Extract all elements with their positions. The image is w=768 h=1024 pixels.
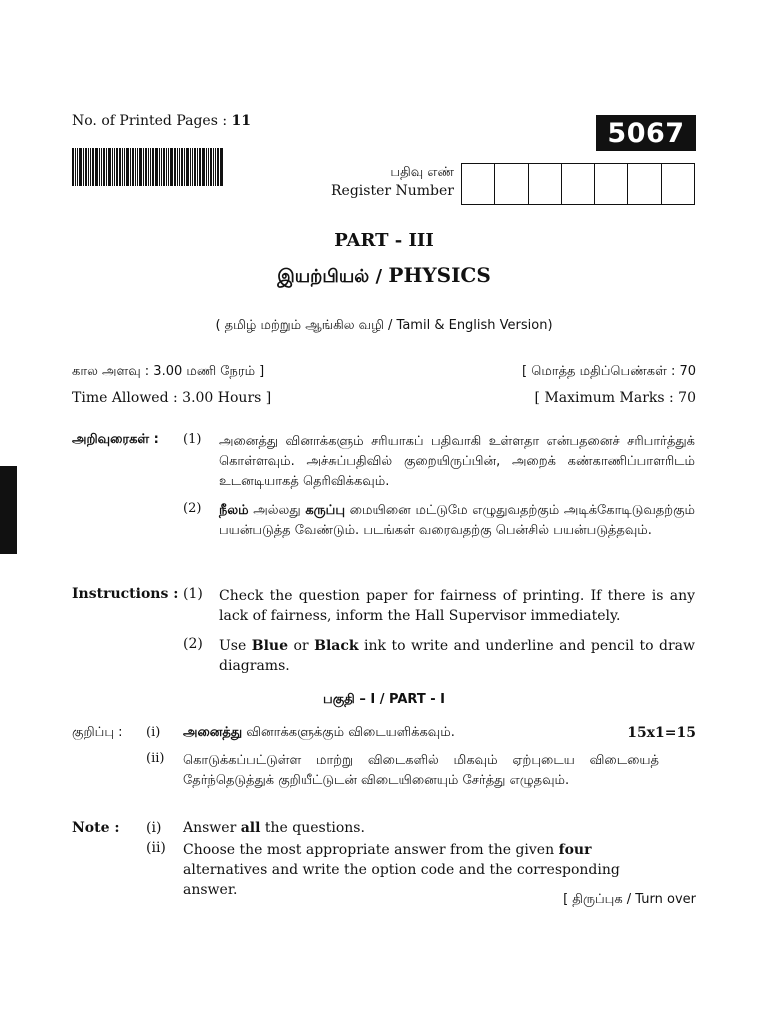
- barcode-bar: [206, 148, 207, 186]
- instructions-english-label: Instructions :: [72, 586, 179, 602]
- instruction-english-number: (1): [183, 586, 203, 602]
- barcode-bar: [220, 148, 223, 186]
- printed-pages-label: No. of Printed Pages :: [72, 113, 228, 129]
- note-label: Note :: [72, 820, 120, 836]
- instruction-tamil-number: (1): [183, 432, 202, 447]
- barcode-bar: [192, 148, 193, 186]
- barcode-bar: [170, 148, 173, 186]
- barcode-bar: [145, 148, 147, 186]
- printed-pages: [72, 113, 251, 129]
- barcode-bar: [88, 148, 89, 186]
- word-or: or: [293, 638, 309, 654]
- register-box[interactable]: [662, 164, 694, 204]
- register-box[interactable]: [529, 164, 562, 204]
- barcode-bar: [143, 148, 144, 186]
- barcode-bar: [122, 148, 123, 186]
- side-marker-bar: [0, 466, 17, 554]
- barcode-bar: [168, 148, 169, 186]
- version-note: ( தமிழ் மற்றும் ஆங்கில வழி / Tamil & English Version): [215, 318, 553, 333]
- barcode-bar: [106, 148, 107, 186]
- word-all: all: [240, 820, 261, 836]
- register-number-boxes[interactable]: [461, 163, 695, 205]
- register-label-tamil: பதிவு எண்: [390, 165, 454, 180]
- barcode-bar: [210, 148, 212, 186]
- instruction-english-2-rest: ink to write and underline and pencil to draw diagrams.: [219, 638, 695, 674]
- barcode-bar: [148, 148, 149, 186]
- barcode-bar: [139, 148, 142, 186]
- marks-tamil: [ மொத்த மதிப்பெண்கள் : 70: [522, 364, 696, 379]
- instruction-tamil-1: அனைத்து வினாக்களும் சரியாகப் பதிவாகி உள்ளதா என்பதனைச் சரிபார்த்துக் கொள்ளவும். அச்சுப்பதிவில் குறையிருப்பின், அறைக் கண்காணிப்பாளரிடம் உடனடியாகத் தெரிவிக்கவும்.: [219, 434, 695, 489]
- barcode-bar: [213, 148, 214, 186]
- barcode-bar: [77, 148, 78, 186]
- barcode-bar: [112, 148, 113, 186]
- subject-title: [0, 263, 768, 289]
- conjunction-tamil: அல்லது: [253, 503, 301, 518]
- barcode-bar: [92, 148, 94, 186]
- barcode-bar: [215, 148, 216, 186]
- barcode-bar: [83, 148, 84, 186]
- ink-blue: Blue: [251, 638, 289, 654]
- barcode-bar: [155, 148, 158, 186]
- barcode-bar: [152, 148, 154, 186]
- tamil-note-2: கொடுக்கப்பட்டுள்ள மாற்று விடைகளில் மிகவும் ஏற்புடைய விடையைத் தேர்ந்தெடுத்துக் குறியீட்டுடன் விடையினையும் சேர்த்து எழுதவும்.: [183, 753, 659, 788]
- word-use: Use: [219, 638, 247, 654]
- note-2: [183, 840, 663, 900]
- barcode-bar: [124, 148, 125, 186]
- barcode-bar: [126, 148, 129, 186]
- barcode-bar: [177, 148, 178, 186]
- barcode-bar: [202, 148, 205, 186]
- barcode-bar: [99, 148, 100, 186]
- marks-allocation: 15x1=15: [627, 725, 696, 741]
- barcode-bar: [132, 148, 134, 186]
- barcode-bar: [72, 148, 74, 186]
- barcode-bar: [159, 148, 160, 186]
- word-four: four: [558, 842, 592, 858]
- barcode: [72, 148, 266, 186]
- tamil-note-1: [183, 725, 455, 741]
- barcode-bar: [179, 148, 180, 186]
- instruction-tamil-2: [219, 501, 695, 541]
- register-box[interactable]: [595, 164, 628, 204]
- turn-over: [ திருப்புக / Turn over: [563, 892, 696, 907]
- time-english: Time Allowed : 3.00 Hours ]: [72, 390, 272, 406]
- barcode-bar: [85, 148, 87, 186]
- subject-tamil: இயற்பியல் /: [277, 266, 383, 287]
- ink-black: Black: [314, 638, 359, 654]
- barcode-bar: [130, 148, 131, 186]
- marks-english: [ Maximum Marks : 70: [534, 390, 696, 406]
- note-1-post: the questions.: [264, 820, 365, 836]
- barcode-bar: [150, 148, 151, 186]
- barcode-bar: [199, 148, 201, 186]
- barcode-bar: [174, 148, 176, 186]
- barcode-bar: [108, 148, 111, 186]
- tamil-note-number: (ii): [146, 751, 165, 766]
- barcode-bar: [103, 148, 105, 186]
- barcode-bar: [194, 148, 196, 186]
- part-one-heading: பகுதி – I / PART - I: [323, 692, 445, 707]
- instruction-english-2: [219, 636, 695, 676]
- note-2-pre: Choose the most appropriate answer from the given: [183, 842, 555, 858]
- barcode-bar: [135, 148, 136, 186]
- register-box[interactable]: [562, 164, 595, 204]
- instruction-tamil-number: (2): [183, 501, 202, 516]
- barcode-bar: [161, 148, 162, 186]
- register-box[interactable]: [628, 164, 661, 204]
- part-title: PART - III: [334, 230, 434, 251]
- register-box[interactable]: [495, 164, 528, 204]
- ink-blue-tamil: நீலம்: [219, 503, 249, 518]
- barcode-bar: [208, 148, 209, 186]
- barcode-bar: [163, 148, 165, 186]
- barcode-bar: [184, 148, 185, 186]
- note-number: (i): [146, 820, 162, 836]
- barcode-bar: [181, 148, 183, 186]
- instruction-english-number: (2): [183, 636, 203, 652]
- barcode-bar: [119, 148, 121, 186]
- barcode-bar: [217, 148, 219, 186]
- note-1-pre: Answer: [183, 820, 237, 836]
- barcode-bar: [90, 148, 91, 186]
- note-number: (ii): [146, 840, 166, 856]
- barcode-bar: [166, 148, 167, 186]
- tamil-note-number: (i): [146, 725, 161, 740]
- instruction-tamil-2-rest: மையினை மட்டுமே எழுதுவதற்கும் அடிக்கோடிடுவதற்கும் பயன்படுத்த வேண்டும். படங்கள் வரைவதற்கு பென்சில் பயன்படுத்தவும்.: [219, 503, 696, 538]
- note-2-post: alternatives and write the option code and the corresponding answer.: [183, 862, 620, 898]
- barcode-bar: [137, 148, 138, 186]
- paper-code: 5067: [596, 115, 696, 151]
- subject-english: PHYSICS: [388, 263, 491, 287]
- instructions-tamil-label: அறிவுரைகள் :: [72, 432, 159, 447]
- barcode-bar: [75, 148, 76, 186]
- barcode-bar: [190, 148, 191, 186]
- all-tamil: அனைத்து: [183, 725, 243, 740]
- barcode-bar: [186, 148, 189, 186]
- barcode-bar: [101, 148, 102, 186]
- instruction-english-1: Check the question paper for fairness of printing. If there is any lack of fairness, inform the Hall Supervisor immediately.: [219, 588, 695, 624]
- ink-black-tamil: கருப்பு: [305, 503, 346, 518]
- barcode-bar: [197, 148, 198, 186]
- printed-pages-value: 11: [231, 113, 251, 129]
- tamil-note-label: குறிப்பு :: [72, 725, 123, 740]
- barcode-bar: [79, 148, 82, 186]
- tamil-note-1-rest: வினாக்களுக்கும் விடையளிக்கவும்.: [246, 725, 455, 740]
- barcode-bar: [95, 148, 98, 186]
- register-box[interactable]: [462, 164, 495, 204]
- register-label-english: Register Number: [331, 183, 454, 199]
- barcode-bar: [114, 148, 115, 186]
- barcode-bar: [116, 148, 118, 186]
- note-1: [183, 820, 365, 836]
- time-tamil: கால அளவு : 3.00 மணி நேரம் ]: [72, 364, 265, 379]
